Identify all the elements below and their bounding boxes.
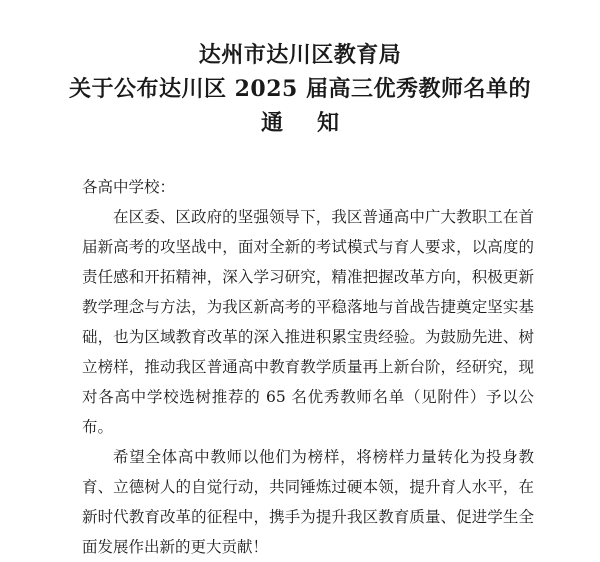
- title-notice: 通知: [260, 110, 373, 136]
- document-title: [0, 38, 600, 140]
- title-issuer: 达州市达川区教育局: [198, 42, 402, 68]
- paragraph-2: 希望全体高中教师以他们为榜样，将榜样力量转化为投身教育、立德树人的自觉行动，共同锤炼过硬本领，提升育人水平，在新时代教育改革的征程中，携手为提升我区教育质量、促进学生全面发展作出新的更大贡献！: [82, 448, 534, 556]
- salutation: 各高中学校：: [82, 178, 176, 196]
- document-body: [82, 172, 534, 562]
- title-subject: 关于公布达川区 2025 届高三优秀教师名单的: [68, 76, 532, 102]
- paragraph-1: 在区委、区政府的坚强领导下，我区普通高中广大教职工在首届新高考的攻坚战中，面对全新的考试模式与育人要求，以高度的责任感和开拓精神，深入学习研究，精准把握改革方向，积极更新教学理念与方法，为我区新高考的平稳落地与首战告捷奠定坚实基础，也为区域教育改革的深入推进积累宝贵经验。为鼓励先进、树立榜样，推动我区普通高中教育教学质量再上新台阶，经研究，现对各高中学校选树推荐的 65 名优秀教师名单（见附件）予以公布。: [82, 208, 534, 436]
